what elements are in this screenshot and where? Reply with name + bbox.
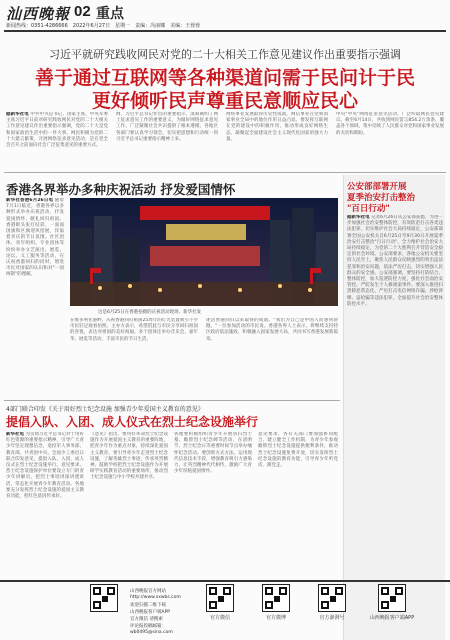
second-headline: 提倡入队、入团、成人仪式在烈士纪念设施举行 (6, 415, 259, 429)
app-qr-code[interactable] (378, 584, 406, 612)
celebration-dateline: 新华社香港6月26日电 (6, 198, 54, 203)
footer-line-4: 山西晚报客户端APP (130, 610, 171, 615)
lead-headline-line2: 更好倾听民声尊重民意顺应民心 (91, 90, 358, 112)
celebration-column-1 (6, 198, 64, 398)
section-divider (4, 172, 446, 173)
qr-label-pengpai: 官方澎湃号 (319, 615, 345, 621)
second-column-2: 《意见》指出，要用好革命烈士纪念设施作为开展爱国主义教育的重要阵地，把青少年作为重点对象，持续深化爱国主义教育。要引导青少年走进烈士纪念设施，了解英雄烈士事迹，传承英烈精神。鼓励学校把烈士纪念设施作为开展研学实践教育活动的重要场所，推动烈士纪念设施与中小学校共建共享。 (90, 432, 168, 481)
masthead-info: 新闻热线：0351-4286666 2022年6月27日 星期一 责编：冯丽娜 美编：王蓉蓉 (6, 23, 201, 29)
qr-label-app: 山西晚报客户端APP (369, 615, 415, 621)
masthead-rule (4, 30, 446, 32)
sidebar-title-line2: 夏季治安打击整治 (347, 193, 416, 203)
sidebar-dateline: 据新华社电 (347, 215, 370, 220)
pengpai-qr-code[interactable] (318, 584, 346, 612)
footer-line-3: 欢迎扫描二维下载 (130, 603, 166, 608)
lead-column-1 (6, 112, 108, 170)
newspaper-logo: 汕西晚報 (6, 5, 71, 23)
masthead (0, 0, 450, 34)
celebration-column-3: 述活香港回归以来取得的成就。"我们为自己是中国人而感到骄傲。"一位参加活动的市民说。香港各界人士表示，将继续支持特区政府依法施政，积极融入国家发展大局，共同书写香港发展新篇章。 (206, 318, 338, 342)
wechat-qr-code[interactable] (206, 584, 234, 612)
second-column-3: 各地要积极组织青少年开展祭扫烈士墓、瞻仰烈士纪念碑等活动，在清明节、烈士纪念日等重要时间节点举办缅怀纪念活动。要创新方式方法，运用现代信息技术手段，增强教育吸引力感染力，让英烈精神代代相传，激励广大青少年厚植爱国情怀。 (174, 432, 252, 475)
sidebar-body-text: 记者6月26日从公安部获悉，为进一步加强社会治安整体防控，有效防范打击各类违法犯罪，切实维护社会大局持续稳定，公安部部署全国公安机关自6月25日至9月30日开展夏季治安打击整治"百日行动"，全力维护社会治安大局持续稳定，为党的二十大胜利召开营造安全稳定的社会环境。公安部要求，各地公安机关要坚持人民至上，聚焦人民群众反映强烈的突出违法犯罪和治安问题，依法严厉打击，切实增强人民群众的安全感。公安部强调，要坚持打防结合、整体防控，加大巡逻防控力度，强化社会面治安管控，严防发生个人极端案事件。要深入推进扫黑除恶常态化，严厉打击电信网络诈骗、涉枪涉爆、盗抢骗等违法犯罪，全面提升社会治安整体防控水平。 (347, 215, 443, 307)
sidebar-title-line3: "百日行动" (347, 204, 390, 214)
footer-line-5: 官方微信 请搜索 (130, 617, 163, 622)
lead-column-1-text: 中共中央总书记、国家主席、中央军委主席习近平日前对研究践收网民对党的二十大相关工作意见建议作出重要指示强调，党的二十大是党和国家政治生活中的一件大事。网民积极为党的二十大建言献策，开展网络征求意见活动，是在党全会召开之前面向社会广泛征集意见的重要方式。 (6, 112, 108, 149)
hong-kong-celebration-photo (70, 198, 338, 306)
qr-label-wechat: 官方微信 (209, 615, 230, 621)
celebration-column-1-text: 随着7月1日临近，香港各界以多种形式举办庆祝活动，抒发爱国情怀，献礼回归祖国。香港街头张灯结彩，一面面国旗和区旗迎风招展，洋溢着喜庆的节日氛围。社区团体、青年组织、专业团体等纷纷举办文艺演出、展览、论坛、义工服务等活动，在庆祝香港回归的同时，增进市民对国家的认识和对"一国两制"的理解。 (6, 198, 64, 278)
second-column-1 (6, 432, 84, 576)
site-qr-code[interactable] (90, 584, 118, 612)
footer-line-2[interactable]: http://www.sxwbs.com (130, 595, 181, 600)
footer-line-1: 山西晚报官方网站 (130, 589, 166, 594)
lead-headline-line1: 善于通过互联网等各种渠道问需于民问计于民 (34, 67, 415, 89)
lead-kicker: 习近平就研究践收网民对党的二十大相关工作意见建议作出重要指示强调 (49, 48, 401, 61)
footer-line-6: 评论报投稿邮箱： (130, 624, 166, 629)
celebration-column-2: 在维多利亚港畔，庆祝香港回归祖国25周年的灯光装置吸引不少市民驻足观看拍照。主办方表示，希望借此与市民分享回归祖国的喜悦，表达对祖国的美好祝福。多个团体还举办音乐会、嘉年华、展览等活动，丰富市民的节日生活。 (70, 318, 198, 342)
lead-column-3: 网络事业发展取得历史性成就，网信事业在党和国家事业全局中的地位作用日益凸显。要发挥互联网在党的建设中的积极作用，推动形成良好网络生态，凝聚起全面建设社会主义现代化国家的强大力量。 (226, 112, 328, 142)
footer-line-7[interactable]: wb0495@sina.com (130, 630, 173, 635)
story-divider (4, 400, 340, 401)
second-kicker: 4部门联合印发《关于用好烈士纪念设施 加强青少年爱国主义教育的意见》 (6, 406, 204, 413)
photo-caption: 这是6月25日在香港拍摄的庆祝活动现场。新华社发 (98, 310, 202, 315)
lead-column-2: 网，习近平总书记作出的重要指示，深刻阐明了网上征求意见工作的重要意义，为做好网络征求意见工作、广泛凝聚社会共识提供了根本遵循。各地区各部门要认真学习领会，切实把思想和行动统一到习近平总书记重要指示精神上来。 (116, 112, 218, 142)
qr-label-weibo: 官方微博 (265, 615, 286, 621)
lead-column-4: 中央"中央"网络征求意见活动，广泛听取网民意见建议。截至6月14日，共收到网民留言854.2万余条，覆盖各个领域，集中反映了人民群众对党和国家事业发展的关切和期盼。 (336, 112, 444, 136)
page-number: 02 (74, 3, 91, 20)
lead-dateline: 据新华社电 (6, 112, 29, 117)
celebration-headline: 香港各界举办多种庆祝活动 抒发爱国情怀 (6, 182, 236, 197)
sidebar-body (347, 215, 443, 575)
second-column-4: 意见要求，各有关部门要加强协同配合，建立健全工作机制，为青少年参观瞻仰烈士纪念设施提供便利条件，推动烈士纪念设施免费开放，切实发挥烈士纪念设施的教育功能，引导青少年听党话、跟党走。 (258, 432, 338, 469)
section-title: 重点 (96, 6, 124, 22)
weibo-qr-code[interactable] (262, 584, 290, 612)
night-skyline-illustration (70, 198, 338, 306)
second-dateline: 新华社电 (6, 432, 25, 437)
second-column-1-text: 为贯彻习近平总书记对于用好红色资源的重要指示精神，引导广大青少年坚定理想信念，退役军人事务部、教育部、共青团中央、全国少工委近日联合印发意见，提倡入队、入团、成人仪式在烈士纪念设施举行。意见要求，烈士纪念设施保护单位要设立专门的青少年讲解员，把烈士事迹讲深讲透讲活，常态化开展青少年教育活动。各地要充分发挥烈士纪念设施的爱国主义教育功能，把红色基因传承好。 (6, 432, 84, 500)
sidebar-title-line1: 公安部部署开展 (347, 182, 407, 192)
